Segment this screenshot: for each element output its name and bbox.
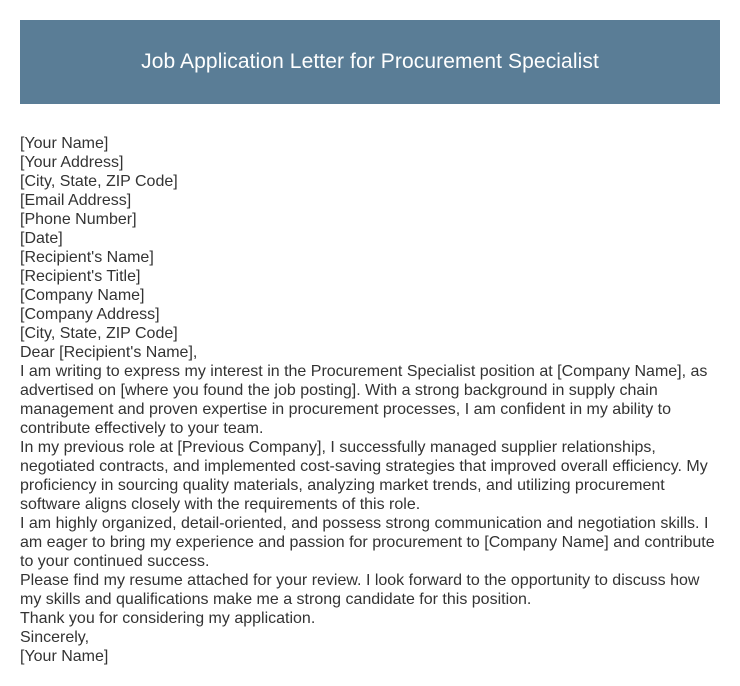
letter-body <box>20 134 720 666</box>
recipient-name: [Recipient's Name] <box>20 249 154 266</box>
paragraph-thanks: Thank you for considering my application. <box>20 610 316 627</box>
recipient-title: [Recipient's Title] <box>20 268 141 285</box>
sender-name: [Your Name] <box>20 135 109 152</box>
recipient-company: [Company Name] <box>20 287 145 304</box>
paragraph-resume: Please find my resume attached for your review. I look forward to the opportunity to discuss how my skills and qualifications make me a strong candidate for this position. <box>20 572 700 608</box>
sender-email: [Email Address] <box>20 192 132 209</box>
page-title: Job Application Letter for Procurement Specialist <box>141 50 599 73</box>
paragraph-skills: I am highly organized, detail-oriented, and possess strong communication and negotiation skills. I am eager to bring my experience and passion for procurement to [Company Name] and contribute to your continued success. <box>20 515 715 570</box>
recipient-company-address: [Company Address] <box>20 306 160 323</box>
signature: [Your Name] <box>20 648 109 665</box>
sender-city-state-zip: [City, State, ZIP Code] <box>20 173 178 190</box>
paragraph-intro: I am writing to express my interest in the Procurement Specialist position at [Company Name], as advertised on [where you found the job posting]. With a strong background in supply chain management and proven expertise in procurement processes, I am confident in my ability to contribute effectively to your team. <box>20 363 708 437</box>
header-banner <box>20 20 720 104</box>
recipient-city-state-zip: [City, State, ZIP Code] <box>20 325 178 342</box>
salutation: Dear [Recipient's Name], <box>20 344 198 361</box>
sender-phone: [Phone Number] <box>20 211 137 228</box>
paragraph-experience: In my previous role at [Previous Company], I successfully managed supplier relationships, negotiated contracts, and implemented cost-saving strategies that improved overall efficiency. My proficiency in sourcing quality materials, analyzing market trends, and utilizing procurement software aligns closely with the requirements of this role. <box>20 439 708 513</box>
letter-date: [Date] <box>20 230 63 247</box>
closing: Sincerely, <box>20 629 90 646</box>
sender-address: [Your Address] <box>20 154 124 171</box>
